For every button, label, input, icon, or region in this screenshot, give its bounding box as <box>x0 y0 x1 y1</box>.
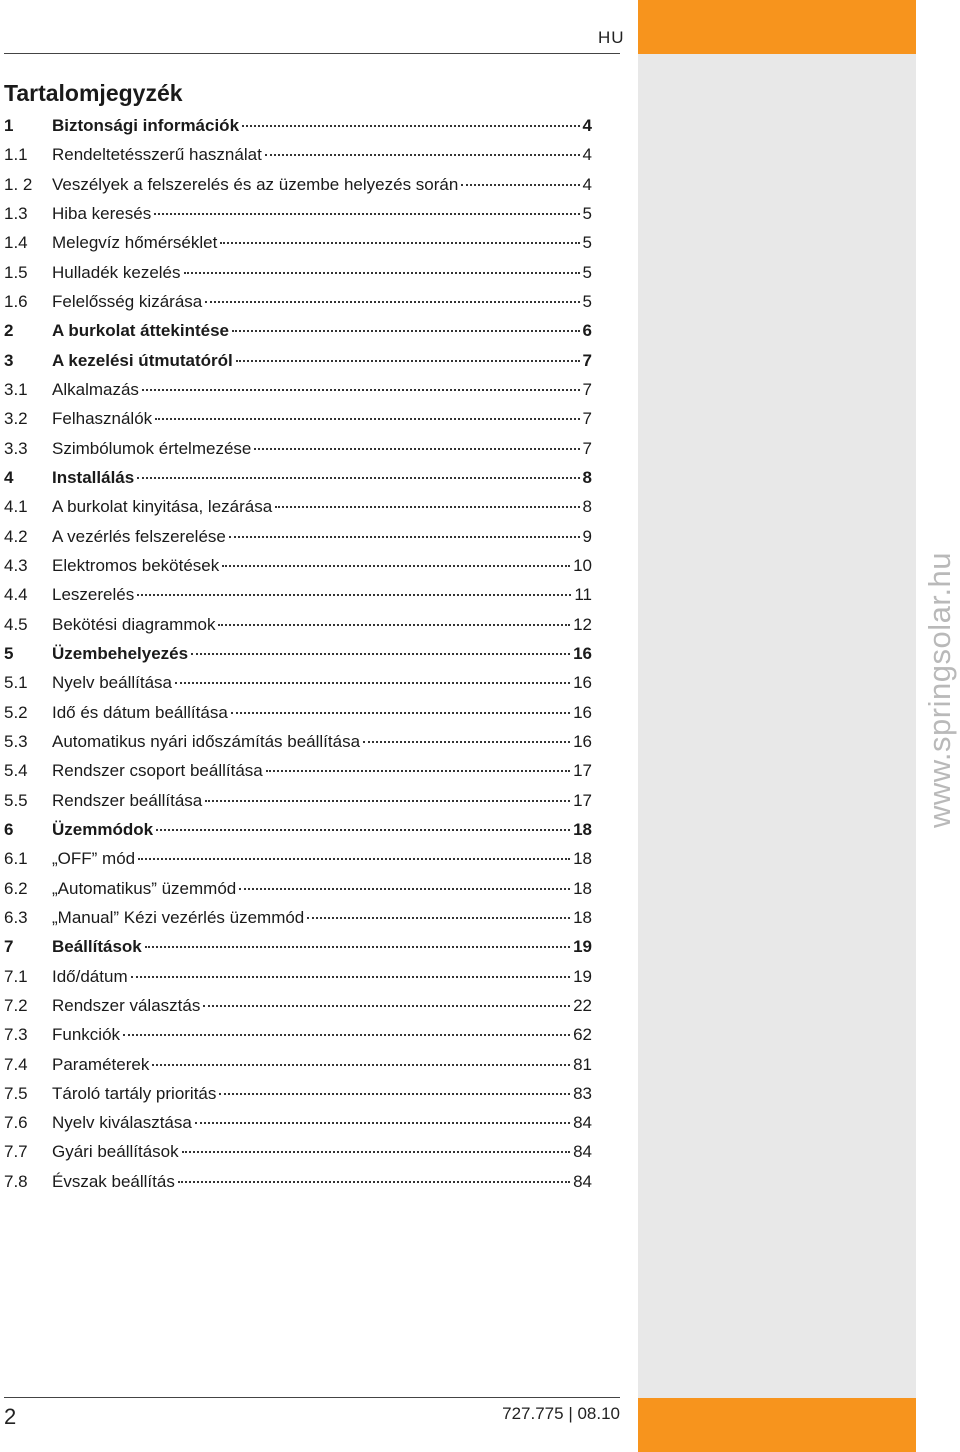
toc-entry-label: A kezelési útmutatóról <box>52 350 233 370</box>
toc-entry-label: Alkalmazás <box>52 379 139 399</box>
toc-entry-number: 3.2 <box>4 409 28 429</box>
toc-leader-dots <box>205 301 579 303</box>
toc-leader-dots <box>222 565 570 567</box>
toc-entry-label: Installálás <box>52 467 135 487</box>
toc-entry-label: Gyári beállítások <box>52 1142 179 1162</box>
header-divider <box>4 53 620 54</box>
toc-leader-dots <box>123 1034 570 1036</box>
toc-leader-dots <box>254 448 579 450</box>
toc-entry-page: 11 <box>574 585 592 605</box>
toc-entry-number: 1. 2 <box>4 174 33 194</box>
toc-leader-dots <box>175 682 570 684</box>
toc-entry-page: 7 <box>582 379 592 399</box>
toc-entry[interactable] <box>4 996 592 1025</box>
toc-entry[interactable] <box>4 321 592 350</box>
toc-entry-page: 62 <box>573 1025 592 1045</box>
toc-entry-number: 4.5 <box>4 614 28 634</box>
toc-entry-number: 6 <box>4 819 14 839</box>
toc-entry-number: 5.4 <box>4 761 28 781</box>
toc-leader-dots <box>182 1151 570 1153</box>
side-strip <box>638 0 916 1452</box>
toc-entry-label: Idő/dátum <box>52 966 128 986</box>
toc-entry-number: 1.3 <box>4 203 28 223</box>
toc-entry-number: 6.2 <box>4 878 28 898</box>
toc-entry-page: 17 <box>573 761 592 781</box>
toc-entry[interactable] <box>4 1113 592 1142</box>
toc-leader-dots <box>152 1064 570 1066</box>
toc-entry[interactable] <box>4 409 592 438</box>
toc-entry-number: 3.3 <box>4 438 28 458</box>
toc-leader-dots <box>218 624 570 626</box>
toc-entry-number: 1.4 <box>4 233 28 253</box>
toc-entry-label: Nyelv kiválasztása <box>52 1113 192 1133</box>
toc-entry-number: 5 <box>4 643 14 663</box>
toc-entry-label: A vezérlés felszerelése <box>52 526 226 546</box>
toc-entry[interactable] <box>4 497 592 526</box>
toc-entry-label: Rendszer választás <box>52 995 201 1015</box>
toc-entry-label: A burkolat áttekintése <box>52 321 229 341</box>
toc-entry-page: 16 <box>573 702 592 722</box>
toc-entry[interactable] <box>4 732 592 761</box>
toc-entry[interactable] <box>4 967 592 996</box>
toc-entry[interactable] <box>4 468 592 497</box>
toc-entry-label: Rendeltetésszerű használat <box>52 145 262 165</box>
toc-entry-number: 7.6 <box>4 1113 28 1133</box>
toc-entry-number: 4.3 <box>4 555 28 575</box>
header-accent-bar <box>638 0 916 54</box>
toc-entry-page: 18 <box>573 819 592 839</box>
toc-entry[interactable] <box>4 703 592 732</box>
toc-entry[interactable] <box>4 1084 592 1113</box>
toc-entry-page: 4 <box>582 116 592 135</box>
toc-entry[interactable] <box>4 908 592 937</box>
toc-entry[interactable] <box>4 292 592 321</box>
toc-entry-label: Biztonsági információk <box>52 116 240 135</box>
toc-leader-dots <box>242 125 580 127</box>
toc-leader-dots <box>220 242 579 244</box>
toc-entry-number: 7.4 <box>4 1054 28 1074</box>
toc-entry-label: Veszélyek a felszerelés és az üzembe helyezés során <box>52 174 459 194</box>
toc-leader-dots <box>363 741 570 743</box>
toc-entry-page: 81 <box>573 1054 592 1074</box>
toc-leader-dots <box>154 213 579 215</box>
toc-entry-label: Bekötési diagrammok <box>52 614 216 634</box>
toc-entry-label: Nyelv beállítása <box>52 673 173 693</box>
toc-entry[interactable] <box>4 439 592 468</box>
toc-entry-number: 5.5 <box>4 790 28 810</box>
toc-entry-number: 7 <box>4 937 14 957</box>
toc-entry-page: 10 <box>573 555 592 575</box>
toc-entry[interactable] <box>4 937 592 966</box>
toc-entry[interactable] <box>4 615 592 644</box>
toc-leader-dots <box>236 360 580 362</box>
toc-entry[interactable] <box>4 1172 592 1201</box>
toc-entry-page: 5 <box>582 262 592 282</box>
toc-leader-dots <box>239 888 570 890</box>
toc-entry-page: 9 <box>582 526 592 546</box>
toc-entry[interactable] <box>4 1142 592 1171</box>
toc-entry-page: 8 <box>582 467 592 487</box>
toc-entry-page: 18 <box>573 849 592 869</box>
toc-entry-label: Melegvíz hőmérséklet <box>52 233 218 253</box>
toc-leader-dots <box>195 1122 570 1124</box>
toc-entry[interactable] <box>4 527 592 556</box>
toc-entry-page: 6 <box>582 321 592 341</box>
toc-leader-dots <box>203 1005 570 1007</box>
toc-entry[interactable] <box>4 791 592 820</box>
toc-entry-label: Üzemmódok <box>52 819 154 839</box>
toc-entry-number: 1 <box>4 116 14 135</box>
toc-leader-dots <box>131 976 570 978</box>
toc-leader-dots <box>178 1181 570 1183</box>
toc-entry-page: 5 <box>582 291 592 311</box>
toc-entry-label: Évszak beállítás <box>52 1171 175 1191</box>
footer-divider <box>4 1397 620 1398</box>
toc-leader-dots <box>231 712 570 714</box>
toc-entry-number: 7.7 <box>4 1142 28 1162</box>
page-number: 2 <box>4 1404 17 1429</box>
toc-entry-number: 7.8 <box>4 1171 28 1191</box>
toc-entry-label: Felelősség kizárása <box>52 291 203 311</box>
toc-leader-dots <box>229 536 580 538</box>
toc-entry-label: Elektromos bekötések <box>52 555 220 575</box>
toc-leader-dots <box>219 1093 570 1095</box>
toc-leader-dots <box>232 330 580 332</box>
toc-entry-label: Üzembehelyezés <box>52 643 189 663</box>
toc-leader-dots <box>155 418 579 420</box>
toc-entry-label: Rendszer csoport beállítása <box>52 761 263 781</box>
toc-entry-number: 1.1 <box>4 145 28 165</box>
toc-entry-page: 8 <box>582 497 592 517</box>
toc-entry-label: Hulladék kezelés <box>52 262 181 282</box>
toc-leader-dots <box>138 858 570 860</box>
toc-leader-dots <box>265 154 580 156</box>
toc-entry-page: 4 <box>582 145 592 165</box>
toc-entry-page: 16 <box>573 731 592 751</box>
toc-entry-number: 7.2 <box>4 995 28 1015</box>
toc-leader-dots <box>137 594 571 596</box>
toc-leader-dots <box>156 829 570 831</box>
toc-entry-number: 4.4 <box>4 585 28 605</box>
toc-entry-label: Tároló tartály prioritás <box>52 1083 217 1103</box>
toc-entry-number: 3.1 <box>4 379 28 399</box>
toc-leader-dots <box>307 917 570 919</box>
page-title: Tartalomjegyzék <box>4 80 183 106</box>
toc-entry-number: 7.3 <box>4 1025 28 1045</box>
toc-leader-dots <box>275 506 579 508</box>
watermark: www.springsolar.hu <box>922 551 957 829</box>
toc-entry-number: 4.2 <box>4 526 28 546</box>
toc-entry-number: 1.6 <box>4 291 28 311</box>
toc-leader-dots <box>184 272 580 274</box>
toc-entry-number: 1.5 <box>4 262 28 282</box>
toc-entry-page: 5 <box>582 203 592 223</box>
toc-entry[interactable] <box>4 351 592 380</box>
toc-entry-number: 5.2 <box>4 702 28 722</box>
toc-entry-page: 5 <box>582 233 592 253</box>
toc-entry[interactable] <box>4 761 592 790</box>
toc-entry-page: 22 <box>573 995 592 1015</box>
toc-entry-page: 7 <box>582 350 592 370</box>
toc-entry[interactable] <box>4 204 592 233</box>
toc-entry-label: „Automatikus” üzemmód <box>52 878 237 898</box>
toc-entry-page: 16 <box>573 673 592 693</box>
toc-entry-number: 6.3 <box>4 907 28 927</box>
toc-leader-dots <box>461 184 579 186</box>
toc-entry-page: 84 <box>573 1171 592 1191</box>
toc-entry[interactable] <box>4 263 592 292</box>
toc-entry[interactable] <box>4 644 592 673</box>
toc-entry-label: Felhasználók <box>52 409 153 429</box>
toc-entry-number: 7.5 <box>4 1083 28 1103</box>
toc-leader-dots <box>145 946 570 948</box>
toc-entry-number: 4.1 <box>4 497 28 517</box>
toc-entry-page: 17 <box>573 790 592 810</box>
toc-entry[interactable] <box>4 1055 592 1084</box>
toc-entry-label: Beállítások <box>52 937 142 957</box>
footer-accent-bar <box>638 1398 916 1452</box>
toc-leader-dots <box>191 653 570 655</box>
toc-entry[interactable] <box>4 233 592 262</box>
toc-entry-number: 7.1 <box>4 966 28 986</box>
toc-entry-number: 5.3 <box>4 731 28 751</box>
toc-entry-label: Funkciók <box>52 1025 121 1045</box>
toc-entry-label: Idő és dátum beállítása <box>52 702 228 722</box>
document-code: 727.775 | 08.10 <box>502 1404 620 1423</box>
toc-entry[interactable] <box>4 556 592 585</box>
toc-entry[interactable] <box>4 585 592 614</box>
toc-entry-page: 84 <box>573 1113 592 1133</box>
toc-entry-page: 18 <box>573 907 592 927</box>
toc-entry-page: 84 <box>573 1142 592 1162</box>
table-of-contents <box>4 116 592 1201</box>
toc-entry[interactable] <box>4 145 592 174</box>
toc-entry-page: 4 <box>582 174 592 194</box>
toc-entry-label: Leszerelés <box>52 585 135 605</box>
toc-entry-page: 19 <box>573 937 592 957</box>
toc-entry-label: Paraméterek <box>52 1054 150 1074</box>
toc-entry-number: 6.1 <box>4 849 28 869</box>
toc-entry-page: 7 <box>582 409 592 429</box>
toc-entry[interactable] <box>4 175 592 204</box>
toc-entry-label: A burkolat kinyitása, lezárása <box>52 497 273 517</box>
toc-entry[interactable] <box>4 380 592 409</box>
toc-entry[interactable] <box>4 116 592 145</box>
toc-leader-dots <box>137 477 579 479</box>
toc-leader-dots <box>142 389 580 391</box>
toc-entry-page: 19 <box>573 966 592 986</box>
toc-entry-label: Rendszer beállítása <box>52 790 203 810</box>
toc-entry-number: 5.1 <box>4 673 28 693</box>
toc-entry-label: „OFF” mód <box>52 849 136 869</box>
toc-entry-page: 7 <box>582 438 592 458</box>
toc-entry-page: 16 <box>573 643 592 663</box>
toc-entry[interactable] <box>4 849 592 878</box>
toc-entry-label: „Manual” Kézi vezérlés üzemmód <box>52 907 305 927</box>
toc-entry-label: Hiba keresés <box>52 203 152 223</box>
toc-entry-number: 3 <box>4 350 14 370</box>
toc-entry-number: 4 <box>4 467 14 487</box>
toc-entry-page: 12 <box>573 614 592 634</box>
toc-entry-label: Szimbólumok értelmezése <box>52 438 252 458</box>
toc-entry-label: Automatikus nyári időszámítás beállítása <box>52 731 361 751</box>
toc-entry[interactable] <box>4 820 592 849</box>
toc-entry-page: 18 <box>573 878 592 898</box>
toc-entry-number: 2 <box>4 321 14 341</box>
toc-entry[interactable] <box>4 673 592 702</box>
toc-entry[interactable] <box>4 1025 592 1054</box>
toc-leader-dots <box>205 800 570 802</box>
toc-leader-dots <box>266 770 570 772</box>
toc-entry[interactable] <box>4 879 592 908</box>
toc-entry-page: 83 <box>573 1083 592 1103</box>
language-code: HU <box>598 28 625 47</box>
